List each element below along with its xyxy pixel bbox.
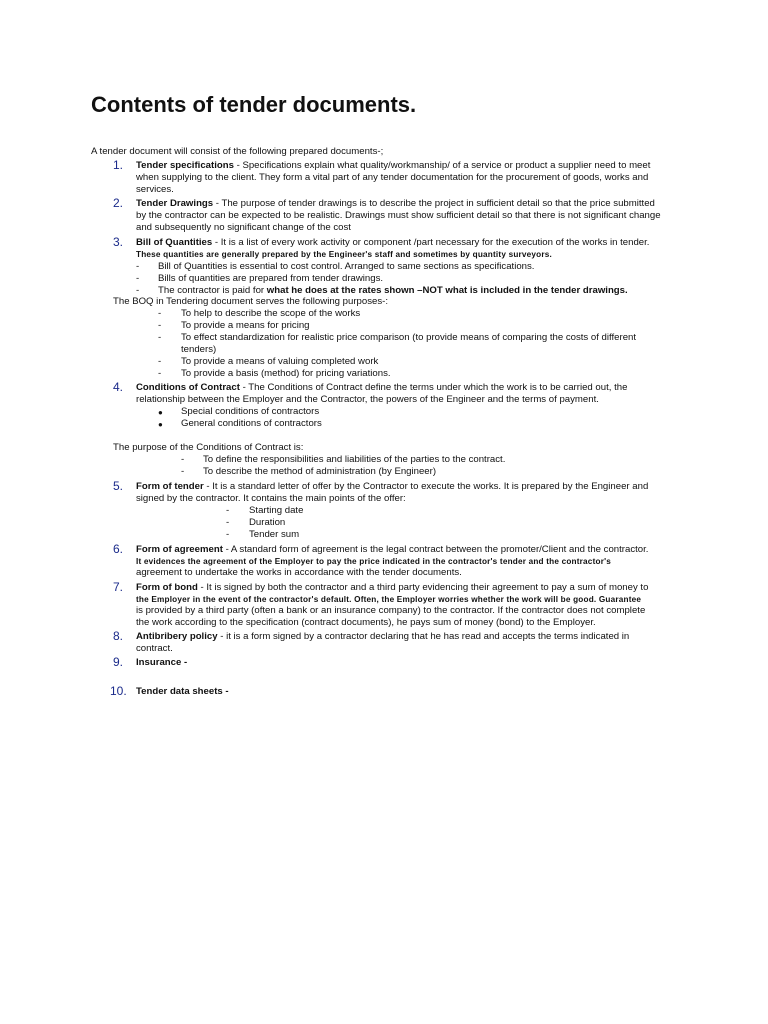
offer-point: Starting date [249,505,304,516]
item-2-line-2: by the contractor can be expected to be realistic. Drawings must show sufficient detail so that there is not significant change [136,210,661,221]
item-1-line-1: Tender specifications - Specifications explain what quality/workmanship/ of a service or product a supplier need to meet [136,160,651,171]
item-2-heading: Tender Drawings [136,198,214,209]
dash-marker: - [158,332,162,343]
item-1-line-2: when supplying to the client. They form a vital part of any tender documentation for the procurement of goods, works and [136,172,649,183]
dash-marker: - [181,454,185,465]
item-3-dash-1: Bill of Quantities is essential to cost control. Arranged to same sections as specifications. [158,261,535,272]
item-3-dash-2: Bills of quantities are prepared from tender drawings. [158,273,384,284]
item-3-paid-line: The contractor is paid for what he does at the rates shown –NOT what is included in the tender drawings. [158,285,628,296]
dash-marker: - [136,273,140,284]
item-2-line-3: and subsequently no significant change of the cost [136,222,351,233]
item-6-line-1: Form of agreement - A standard form of agreement is the legal contract between the promoter/Client and the contractor. [136,544,649,555]
item-3-line-2: These quantities are generally prepared by the Engineer's staff and sometimes by quantity surveyors. [136,250,552,259]
item-1-line-3: services. [136,184,174,195]
item-number: 9. [113,655,124,669]
conditions-purpose: To describe the method of administration (by Engineer) [203,466,437,477]
item-number: 7. [113,580,124,594]
bullet-marker: ● [158,420,163,429]
intro-text: A tender document will consist of the following prepared documents-; [91,146,384,157]
dash-marker: - [158,368,162,379]
dash-marker: - [158,308,162,319]
conditions-purpose-intro: The purpose of the Conditions of Contract is: [113,442,304,453]
item-7-heading: Form of bond [136,582,198,593]
page-title: Contents of tender documents. [91,92,417,117]
offer-point: Tender sum [249,529,300,540]
boq-purpose: To provide a means of valuing completed work [181,356,379,367]
boq-purpose: To help to describe the scope of the works [181,308,361,319]
item-4-line-1: Conditions of Contract - The Conditions of Contract define the terms under which the work is to be carried out, the [136,382,628,393]
dash-marker: - [136,285,140,296]
item-6-heading: Form of agreement [136,544,223,555]
dash-marker: - [226,505,230,516]
boq-intro: The BOQ in Tendering document serves the following purposes-: [113,296,388,307]
offer-point: Duration [249,517,286,528]
item-number: 5. [113,479,124,493]
dash-marker: - [136,261,140,272]
item-7-line-1: Form of bond - It is signed by both the contractor and a third party evidencing their agreement to pay a sum of money to [136,582,649,593]
item-3-line-1: Bill of Quantities - It is a list of every work activity or component /part necessary for the execution of the works in tender. [136,237,650,248]
item-5-heading: Form of tender [136,481,204,492]
boq-purpose: To effect standardization for realistic price comparison (to provide means of comparing the costs of different [181,332,637,343]
boq-purpose: To provide a means for pricing [181,320,310,331]
item-5-line-1: Form of tender - It is a standard letter of offer by the Contractor to execute the works. It is prepared by the Engineer and [136,481,649,492]
item-4-bullet: Special conditions of contractors [181,406,320,417]
item-8-line-2: contract. [136,643,173,654]
item-1-heading: Tender specifications [136,160,234,171]
boq-purpose: To provide a basis (method) for pricing variations. [181,368,391,379]
dash-marker: - [226,529,230,540]
item-number: 4. [113,380,124,394]
bullet-marker: ● [158,408,163,417]
boq-purpose-continued: tenders) [181,344,217,355]
item-4-line-2: relationship between the Employer and the Contractor, the powers of the Engineer and the terms of payment. [136,394,599,405]
dash-marker: - [181,466,185,477]
item-6-line-3: agreement to undertake the works in accordance with the tender documents. [136,567,462,578]
item-7-line-3: is provided by a third party (often a bank or an insurance company) to the contractor. If the contractor does not complete [136,605,646,616]
dash-marker: - [226,517,230,528]
item-4-heading: Conditions of Contract [136,382,240,393]
item-10-heading: Tender data sheets - [136,686,229,697]
item-8-heading: Antibribery policy [136,631,218,642]
item-number: 1. [113,158,124,172]
item-number: 6. [113,542,124,556]
item-9-heading: Insurance - [136,657,188,668]
item-number: 8. [113,629,124,643]
item-5-line-2: signed by the contractor. It contains the main points of the offer: [136,493,406,504]
item-3-heading: Bill of Quantities [136,237,213,248]
conditions-purpose: To define the responsibilities and liabilities of the parties to the contract. [203,454,506,465]
item-number: 10. [110,684,127,698]
item-7-line-4: the work according to the specification (contract documents), he pays sum of money (bond) to the Employer. [136,617,596,628]
item-4-bullet: General conditions of contractors [181,418,322,429]
item-number: 2. [113,196,124,210]
item-6-line-2: It evidences the agreement of the Employer to pay the price indicated in the contractor's tender and the contractor's [136,557,611,566]
item-number: 3. [113,235,124,249]
item-8-line-1: Antibribery policy - it is a form signed by a contractor declaring that he has read and accepts the terms indicated in [136,631,630,642]
item-7-line-2: the Employer in the event of the contractor's default. Often, the Employer worries whether the work will be good. Guarantee [136,595,642,604]
dash-marker: - [158,356,162,367]
item-2-line-1: Tender Drawings - The purpose of tender drawings is to describe the project in sufficient detail so that the price submitted [136,198,655,209]
dash-marker: - [158,320,162,331]
